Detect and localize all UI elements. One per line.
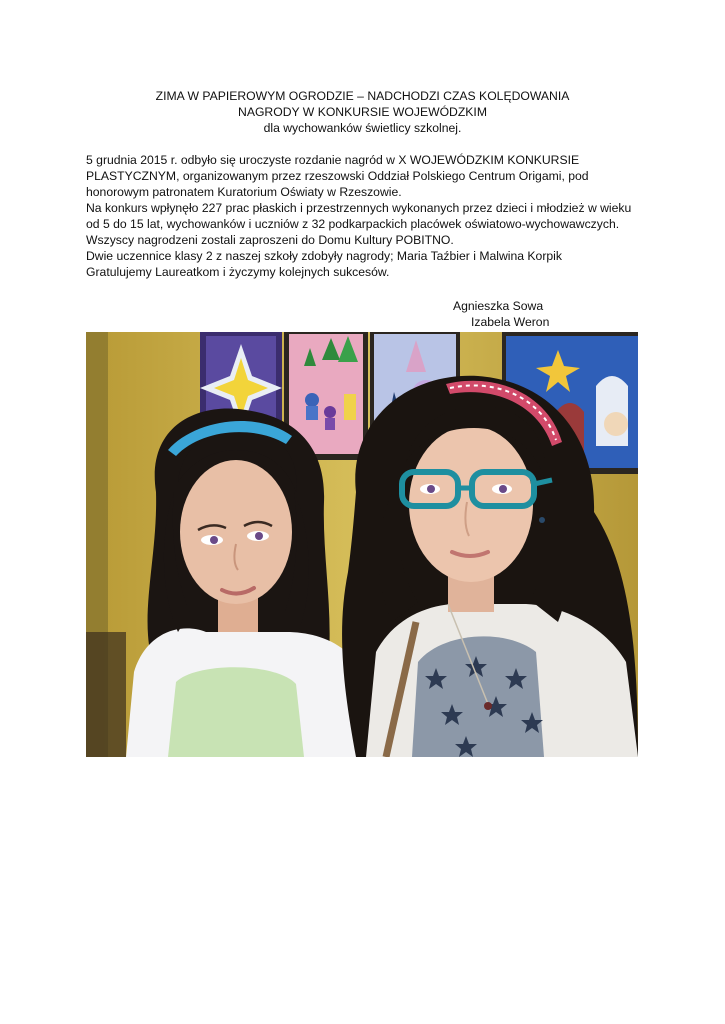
title-line-3: dla wychowanków świetlicy szkolnej. xyxy=(263,121,462,135)
body-line: Na konkurs wpłynęło 227 prac płaskich i przestrzennych wykonanych przez dzieci i młodzież w wieku xyxy=(86,201,632,215)
title-line-1: ZIMA W PAPIEROWYM OGRODZIE – NADCHODZI CZAS KOLĘDOWANIA xyxy=(155,89,570,103)
signature-author-2: Izabela Weron xyxy=(471,315,550,329)
article-body xyxy=(86,152,646,280)
title-block xyxy=(0,88,725,136)
title-line-2: NAGRODY W KONKURSIE WOJEWÓDZKIM xyxy=(238,105,487,119)
body-line: od 5 do 15 lat, wychowanków i uczniów z 32 podkarpackich placówek oświatowo-wychowawczych. xyxy=(86,217,620,231)
photo-two-girls xyxy=(86,332,638,757)
body-line: honorowym patronatem Kuratorium Oświaty w Rzeszowie. xyxy=(86,185,402,199)
body-line: Gratulujemy Laureatkom i życzymy kolejnych sukcesów. xyxy=(86,265,390,279)
signature-author-1: Agnieszka Sowa xyxy=(453,299,544,313)
body-line: Dwie uczennice klasy 2 z naszej szkoły zdobyły nagrody; Maria Taźbier i Malwina Korpik xyxy=(86,249,562,263)
body-line: Wszyscy nagrodzeni zostali zaproszeni do Domu Kultury POBITNO. xyxy=(86,233,454,247)
body-line: PLASTYCZNYM, organizowanym przez rzeszowski Oddział Polskiego Centrum Origami, pod xyxy=(86,169,589,183)
body-line: 5 grudnia 2015 r. odbyło się uroczyste rozdanie nagród w X WOJEWÓDZKIM KONKURSIE xyxy=(86,153,580,167)
